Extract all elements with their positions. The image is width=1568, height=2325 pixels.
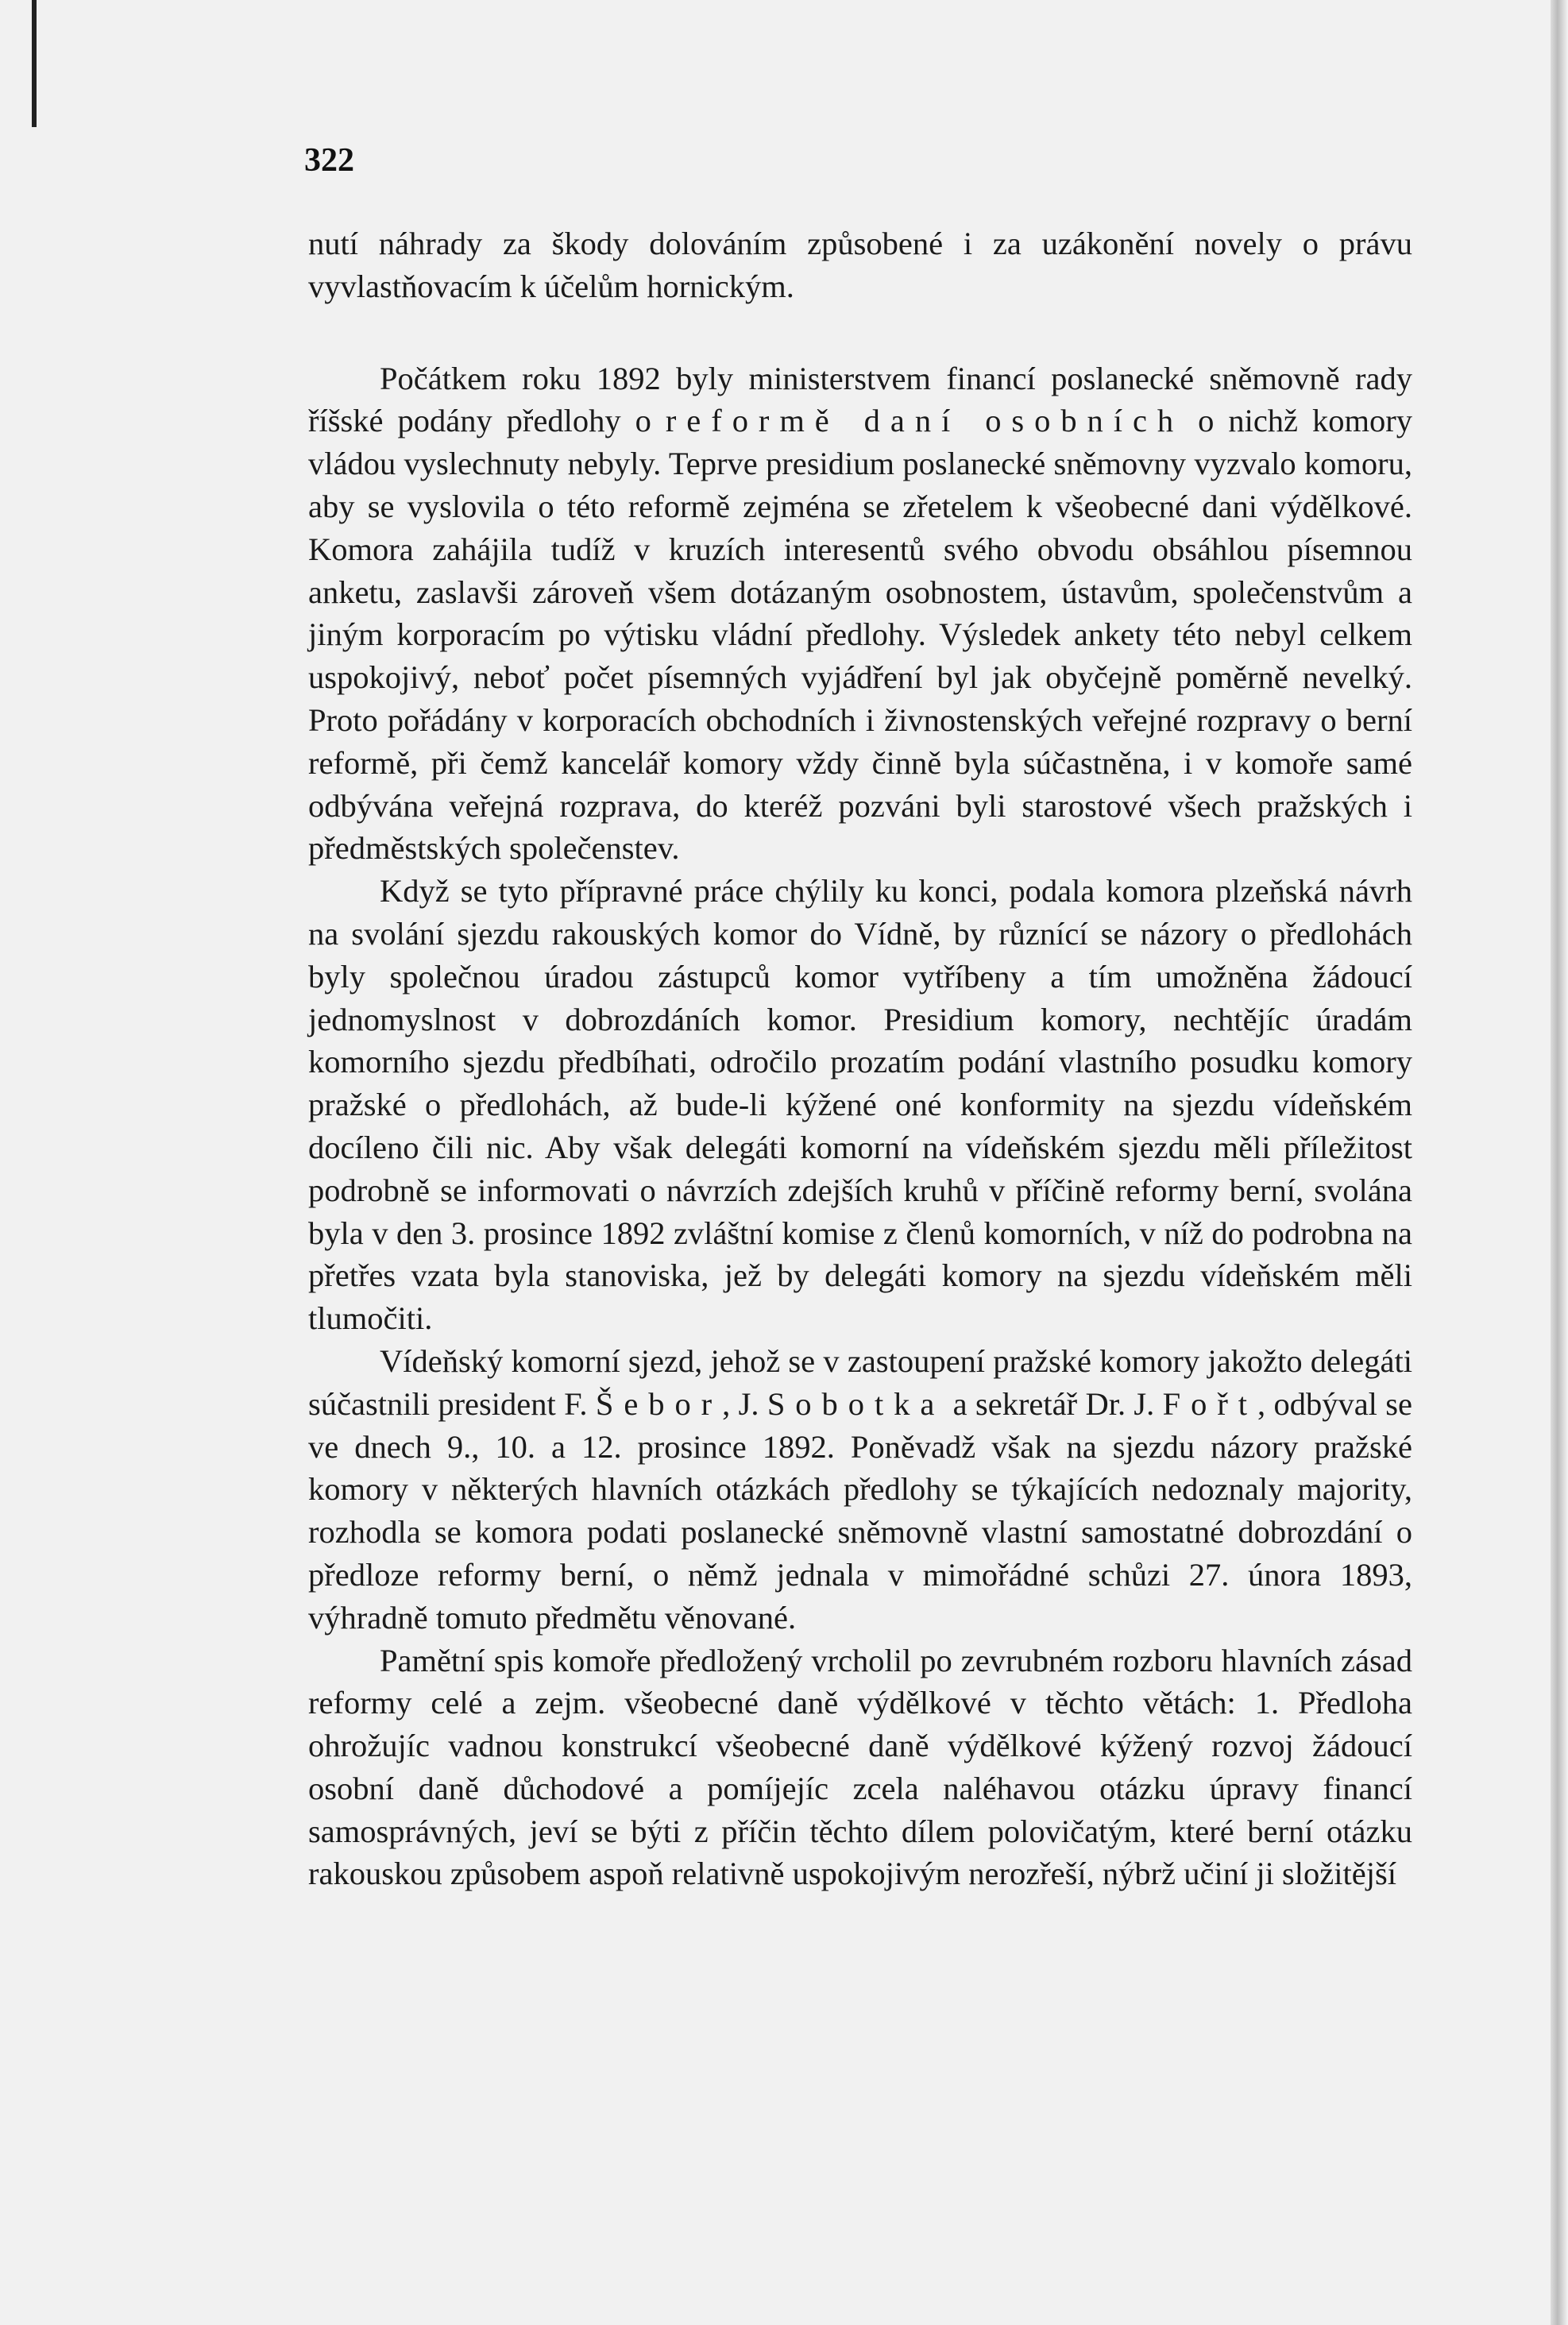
paragraph-4-name-sobotka: Sobotka bbox=[767, 1385, 945, 1422]
paragraph-4 bbox=[308, 1340, 1412, 1639]
paragraph-4-name-fort: Fořt bbox=[1162, 1385, 1257, 1422]
paragraph-2-text-b: o nichž komory vládou vyslechnuty nebyly. Teprve presidium poslanecké sněmovny vyzvalo komoru, aby se vyslovila o této reformě zejména se zřetelem k všeobecné dani výdělkové. Komora zahájila tudíž v kruzích interesentů svého obvodu obsáhlou písemnou anketu, zaslavši zároveň všem dotázaným osobnostem, ústavům, společenstvům a jiným korporacím po výtisku vládní předlohy. Výsledek ankety této nebyl celkem uspokojivý, neboť počet písemných vyjádření byl jak obyčejně poměrně nevelký. Proto pořádány v korporacích obchodních i živnostenských veřejné rozpravy o berní reformě, při čemž kancelář komory vždy činně byla súčastněna, i v komoře samé odbývána veřejná rozprava, do kteréž pozváni byli starostové všech pražských i předměstských společenstev. bbox=[308, 403, 1412, 867]
paragraph-3-text: Když se tyto přípravné práce chýlily ku konci, podala komora plzeňská návrh na svolání sjezdu rakouských komor do Vídně, by různící se názory o předlohách byly společnou úradou zástupců komor vytříbeny a tím umožněna žádoucí jednomyslnost v dobrozdáních komor. Presidium komory, nechtějíc úradám komorního sjezdu předbíhati, odročilo prozatím podání vlastního posudku komory pražské o předlohách, až bude-li kýžené oné konformity na sjezdu vídeňském docíleno čili nic. Aby však delegáti komorní na vídeňském sjezdu měli příležitost podrobně se informovati o návrzích zdejších kruhů v příčině reformy berní, svolána byla v den 3. prosince 1892 zvláštní komise z členů komorních, v níž do podrobna na přetřes vzata byla stanoviska, jež by delegáti komory na sjezdu vídeňském měli tlumočiti. bbox=[308, 873, 1412, 1337]
paragraph-4-text-d: , odbýval se ve dnech 9., 10. a 12. prosince 1892. Poněvadž však na sjezdu názory pražské komory v některých hlavních otázkách předlohy se týkajících nedoznaly majority, rozhodla se komora podati poslanecké sněmovně vlastní samostatné dobrozdání o předloze reformy berní, o němž jednala v mimořádné schůzi 27. února 1893, výhradně tomuto předmětu věnované. bbox=[308, 1385, 1413, 1636]
paragraph-4-text-c: a sekretář Dr. J. bbox=[944, 1385, 1163, 1422]
paragraph-1-text: nutí náhrady za škody dolováním způsobené i za uzákonění novely o právu vyvlastňovacím k účelům hornickým. bbox=[308, 226, 1412, 304]
page-edge-shadow bbox=[1551, 0, 1568, 2325]
paragraph-5 bbox=[308, 1639, 1412, 1896]
paragraph-2 bbox=[308, 357, 1412, 871]
page-number: 322 bbox=[304, 142, 354, 179]
paragraph-3 bbox=[308, 870, 1412, 1340]
left-margin-rule bbox=[32, 0, 37, 127]
paragraph-4-text-b: , J. bbox=[722, 1385, 767, 1422]
paragraph-2-spaced-term: reformě daní osobních bbox=[665, 403, 1184, 439]
paragraph-4-name-sebor: Šebor bbox=[595, 1385, 723, 1422]
paragraph-1 bbox=[308, 222, 1412, 308]
body-text bbox=[308, 222, 1412, 1895]
paragraph-2-text-a: Počátkem roku 1892 byly ministerstvem financí poslanecké sněmovně rady říšské podány předlohy o bbox=[308, 360, 1412, 439]
paragraph-5-text: Pamětní spis komoře předložený vrcholil po zevrubném rozboru hlavních zásad reformy celé a zejm. všeobecné daně výdělkové v těchto větách: 1. Předloha ohrožujíc vadnou konstrukcí všeobecné daně výdělkové kýžený rozvoj žádoucí osobní daně důchodové a pomíjejíc zcela naléhavou otázku úpravy financí samosprávných, jeví se býti z příčin těchto dílem polovičatým, které berní otázku rakouskou způsobem aspoň relativně uspokojivým nerozřeší, nýbrž učiní ji složitější bbox=[308, 1642, 1412, 1892]
paragraph-4-text-a: Vídeňský komorní sjezd, jehož se v zastoupení pražské komory jakožto delegáti súčastnili president F. bbox=[308, 1342, 1412, 1422]
